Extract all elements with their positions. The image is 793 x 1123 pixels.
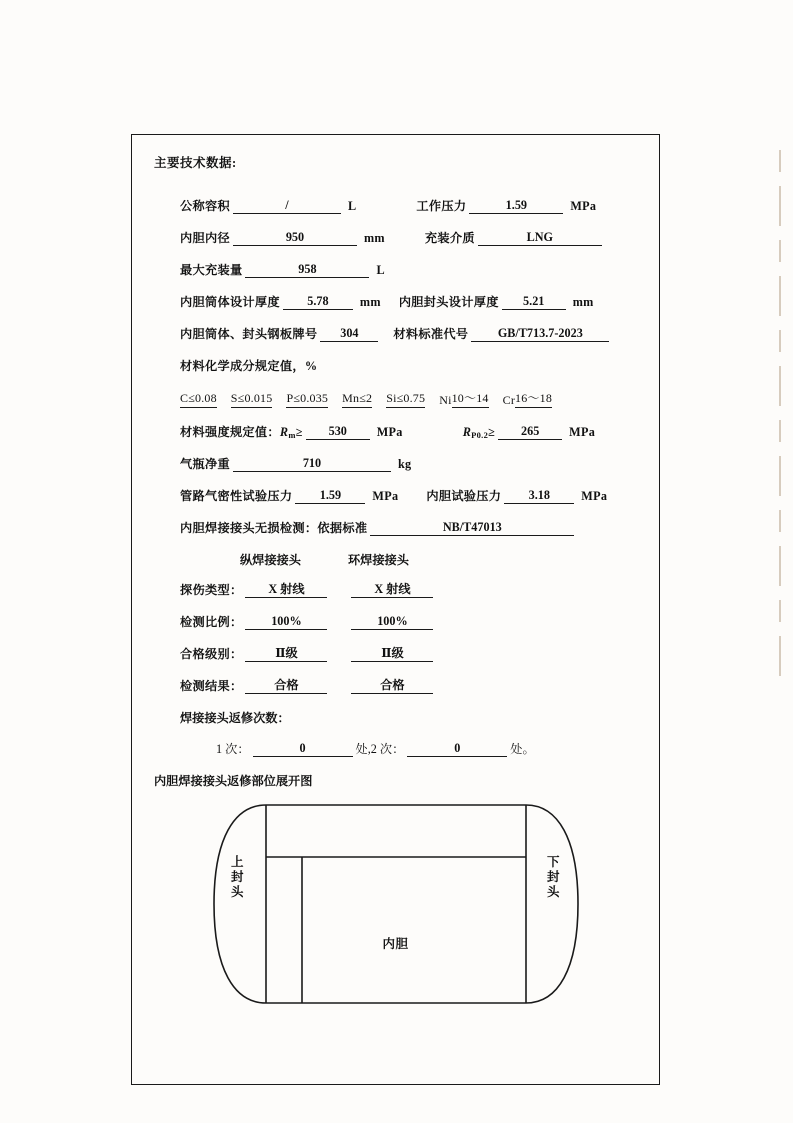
- field-row-inspection-ratio: [180, 613, 637, 630]
- chem-p-value[interactable]: P≤0.035: [286, 391, 328, 408]
- field-row-diameter-medium: [180, 229, 637, 246]
- field-row-chem-values: [180, 389, 637, 408]
- plate-grade-label: 内胆筒体、封头钢板牌号: [180, 327, 318, 341]
- chem-s-value[interactable]: S≤0.015: [231, 391, 273, 408]
- ndt-column-headers: [180, 551, 637, 568]
- field-row-plate-grade: [180, 325, 637, 342]
- vessel-outline: [214, 805, 578, 1003]
- technical-data-frame: [131, 134, 660, 1085]
- working-pressure-label: 工作压力: [416, 199, 467, 213]
- repair-map-title: 内胆焊接接头返修部位展开图: [154, 774, 313, 788]
- inspection-type-longitudinal[interactable]: X 射线: [245, 582, 327, 598]
- field-row-volume-pressure: [180, 197, 637, 214]
- repair-1-unit: 处,: [355, 742, 371, 756]
- field-row-tare: [180, 455, 637, 472]
- chem-cr-value[interactable]: 16～18: [515, 389, 552, 408]
- column-header-longitudinal: 纵焊接接头: [240, 553, 301, 567]
- repair-2-unit: 处。: [510, 742, 535, 756]
- inner-test-unit: MPa: [581, 489, 608, 503]
- edge-mark: [779, 150, 781, 172]
- tare-value[interactable]: 710: [233, 456, 391, 472]
- chem-mn-value[interactable]: Mn≤2: [342, 391, 372, 408]
- pipe-tightness-label: 管路气密性试验压力: [180, 489, 293, 503]
- edge-mark: [779, 330, 781, 352]
- working-pressure-unit: MPa: [570, 199, 597, 213]
- nominal-volume-label: 公称容积: [180, 199, 230, 213]
- ndt-standard-value[interactable]: NB/T47013: [370, 520, 574, 536]
- medium-label: 充装介质: [424, 231, 475, 245]
- inspection-ratio-longitudinal[interactable]: 100%: [245, 614, 327, 630]
- edge-mark: [779, 186, 781, 226]
- edge-mark: [779, 600, 781, 622]
- inner-test-label: 内胆试验压力: [426, 489, 502, 503]
- pipe-tightness-value[interactable]: 1.59: [295, 488, 365, 504]
- acceptance-grade-longitudinal[interactable]: Ⅱ级: [245, 646, 327, 662]
- rp-value[interactable]: 265: [498, 424, 562, 440]
- working-pressure-value[interactable]: 1.59: [469, 198, 563, 214]
- rp-symbol: R: [462, 425, 472, 439]
- edge-mark: [779, 456, 781, 496]
- acceptance-grade-circumferential[interactable]: Ⅱ级: [351, 646, 433, 662]
- ndt-label: 内胆焊接接头无损检测：依据标准: [180, 521, 368, 535]
- inspection-ratio-label: 检测比例：: [180, 615, 243, 629]
- shell-thickness-value[interactable]: 5.78: [283, 294, 353, 310]
- field-row-inspection-result: [180, 677, 637, 694]
- edge-mark: [779, 510, 781, 532]
- inner-test-value[interactable]: 3.18: [504, 488, 574, 504]
- strength-label: 材料强度规定值：: [180, 425, 280, 439]
- rp-unit: MPa: [569, 425, 596, 439]
- material-std-value[interactable]: GB/T713.7-2023: [471, 326, 609, 342]
- repair-2-label: 2 次：: [370, 742, 405, 756]
- rp-ge: ≥: [488, 425, 496, 439]
- inner-diameter-unit: mm: [363, 231, 385, 245]
- inner-diameter-label: 内胆内径: [180, 231, 230, 245]
- field-row-test-pressures: [180, 487, 637, 504]
- head-thickness-label: 内胆封头设计厚度: [398, 295, 499, 309]
- field-row-thickness: [180, 293, 637, 310]
- column-header-circumferential: 环焊接接头: [348, 553, 409, 567]
- repair-1-label: 1 次：: [216, 742, 250, 756]
- diagram-label-upper-head: 上封头: [230, 855, 244, 899]
- nominal-volume-value[interactable]: /: [233, 198, 341, 214]
- head-thickness-unit: mm: [572, 295, 594, 309]
- chem-ni-label: Ni: [439, 393, 452, 407]
- chem-cr-label: Cr: [502, 393, 516, 407]
- edge-mark: [779, 240, 781, 262]
- page-edge-marks: [779, 150, 785, 830]
- plate-grade-value[interactable]: 304: [320, 326, 378, 342]
- max-fill-label: 最大充装量: [180, 263, 243, 277]
- inspection-result-label: 检测结果：: [180, 679, 243, 693]
- head-thickness-value[interactable]: 5.21: [502, 294, 566, 310]
- inspection-result-longitudinal[interactable]: 合格: [245, 678, 327, 694]
- diagram-svg: [206, 797, 586, 1012]
- rm-symbol: R: [279, 425, 289, 439]
- rp-subscript: P0.2: [471, 430, 489, 440]
- max-fill-unit: L: [376, 263, 385, 277]
- medium-value[interactable]: LNG: [478, 230, 602, 246]
- inspection-type-label: 探伤类型：: [180, 583, 243, 597]
- field-row-acceptance-grade: [180, 645, 637, 662]
- fields-list: [154, 197, 637, 757]
- field-row-inspection-type: [180, 581, 637, 598]
- rm-subscript: m: [288, 430, 296, 440]
- field-row-strength: [180, 423, 637, 440]
- rm-ge: ≥: [295, 425, 303, 439]
- shell-thickness-unit: mm: [359, 295, 381, 309]
- edge-mark: [779, 636, 781, 676]
- diagram-label-lower-head: 下封头: [546, 855, 560, 899]
- edge-mark: [779, 366, 781, 406]
- repair-1-value[interactable]: 0: [253, 741, 353, 757]
- chem-si-value[interactable]: Si≤0.75: [386, 391, 425, 408]
- field-row-max-fill: [180, 261, 637, 278]
- shell-thickness-label: 内胆筒体设计厚度: [180, 295, 280, 309]
- edge-mark: [779, 276, 781, 316]
- diagram-label-inner-vessel: 内胆: [382, 937, 409, 951]
- nominal-volume-unit: L: [347, 199, 357, 213]
- repair-2-value[interactable]: 0: [407, 741, 507, 757]
- inspection-type-circumferential[interactable]: X 射线: [351, 582, 433, 598]
- inner-vessel-unfolded-diagram: [206, 797, 586, 1012]
- edge-mark: [779, 420, 781, 442]
- inspection-result-circumferential[interactable]: 合格: [351, 678, 433, 694]
- edge-mark: [779, 546, 781, 586]
- rm-value[interactable]: 530: [306, 424, 370, 440]
- rm-unit: MPa: [376, 425, 403, 439]
- chem-ni-value[interactable]: 10～14: [452, 389, 489, 408]
- field-row-chem-label: [180, 357, 637, 374]
- max-fill-value[interactable]: 958: [245, 262, 369, 278]
- tare-label: 气瓶净重: [180, 457, 230, 471]
- inner-diameter-value[interactable]: 950: [233, 230, 357, 246]
- acceptance-grade-label: 合格级别：: [180, 647, 243, 661]
- material-std-label: 材料标准代号: [393, 327, 469, 341]
- field-row-ndt-standard: [180, 519, 637, 536]
- field-row-repair-counts: [180, 740, 637, 757]
- tare-unit: kg: [397, 457, 412, 471]
- page-title: 主要技术数据:: [154, 156, 237, 170]
- pipe-tightness-unit: MPa: [372, 489, 399, 503]
- repair-count-title: 焊接接头返修次数：: [180, 711, 290, 725]
- chem-composition-label: 材料化学成分规定值，%: [180, 359, 318, 373]
- chem-c-value[interactable]: C≤0.08: [180, 391, 217, 408]
- inspection-ratio-circumferential[interactable]: 100%: [351, 614, 433, 630]
